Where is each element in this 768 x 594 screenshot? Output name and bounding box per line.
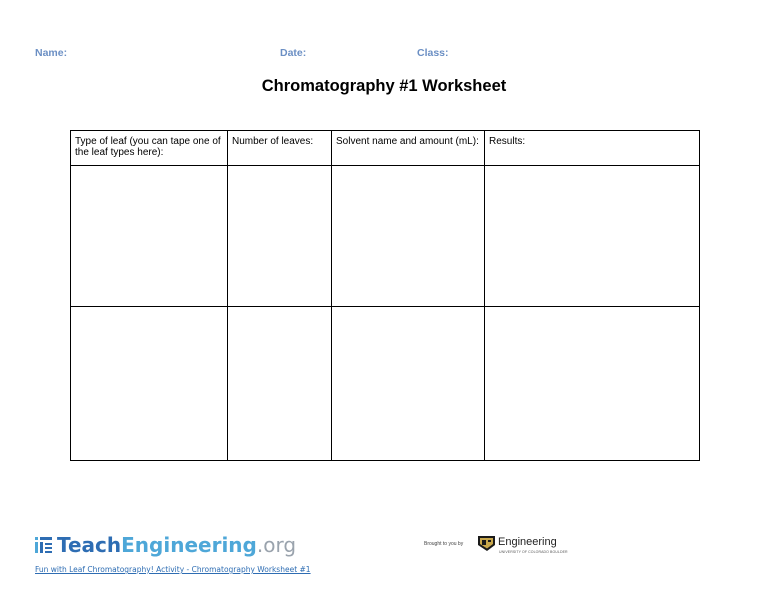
activity-link[interactable]: Fun with Leaf Chromatography! Activity - Chromatography Worksheet #1	[35, 565, 311, 574]
table-cell[interactable]	[71, 307, 228, 461]
class-label: Class:	[417, 47, 449, 59]
partner-subtitle: UNIVERSITY OF COLORADO BOULDER	[499, 550, 568, 554]
partner-engineering-text: Engineering	[498, 536, 557, 548]
cu-buffalo-icon	[477, 533, 496, 553]
table-cell[interactable]	[71, 166, 228, 307]
table-cell[interactable]	[228, 307, 332, 461]
table-cell[interactable]	[485, 307, 700, 461]
table-cell[interactable]	[332, 166, 485, 307]
teachengineering-logo	[35, 532, 296, 558]
column-header-leaf-type: Type of leaf (you can tape one of the leaf types here):	[71, 131, 228, 166]
table-header-row	[71, 131, 700, 166]
logo-org-text: .org	[256, 533, 297, 557]
column-header-results: Results:	[485, 131, 700, 166]
column-header-solvent: Solvent name and amount (mL):	[332, 131, 485, 166]
table-cell[interactable]	[228, 166, 332, 307]
column-header-number-of-leaves: Number of leaves:	[228, 131, 332, 166]
logo-teach-text: Teach	[57, 533, 122, 557]
worksheet-table	[70, 130, 700, 461]
worksheet-title: Chromatography #1 Worksheet	[261, 77, 507, 95]
table-row	[71, 166, 700, 307]
table-row	[71, 307, 700, 461]
brought-to-you-by: Brought to you by	[424, 541, 464, 547]
table-cell[interactable]	[485, 166, 700, 307]
table-cell[interactable]	[332, 307, 485, 461]
logo-engineering-text: Engineering	[121, 533, 257, 557]
teachengineering-icon	[35, 536, 53, 554]
name-label: Name:	[35, 47, 68, 59]
date-label: Date:	[280, 47, 307, 59]
